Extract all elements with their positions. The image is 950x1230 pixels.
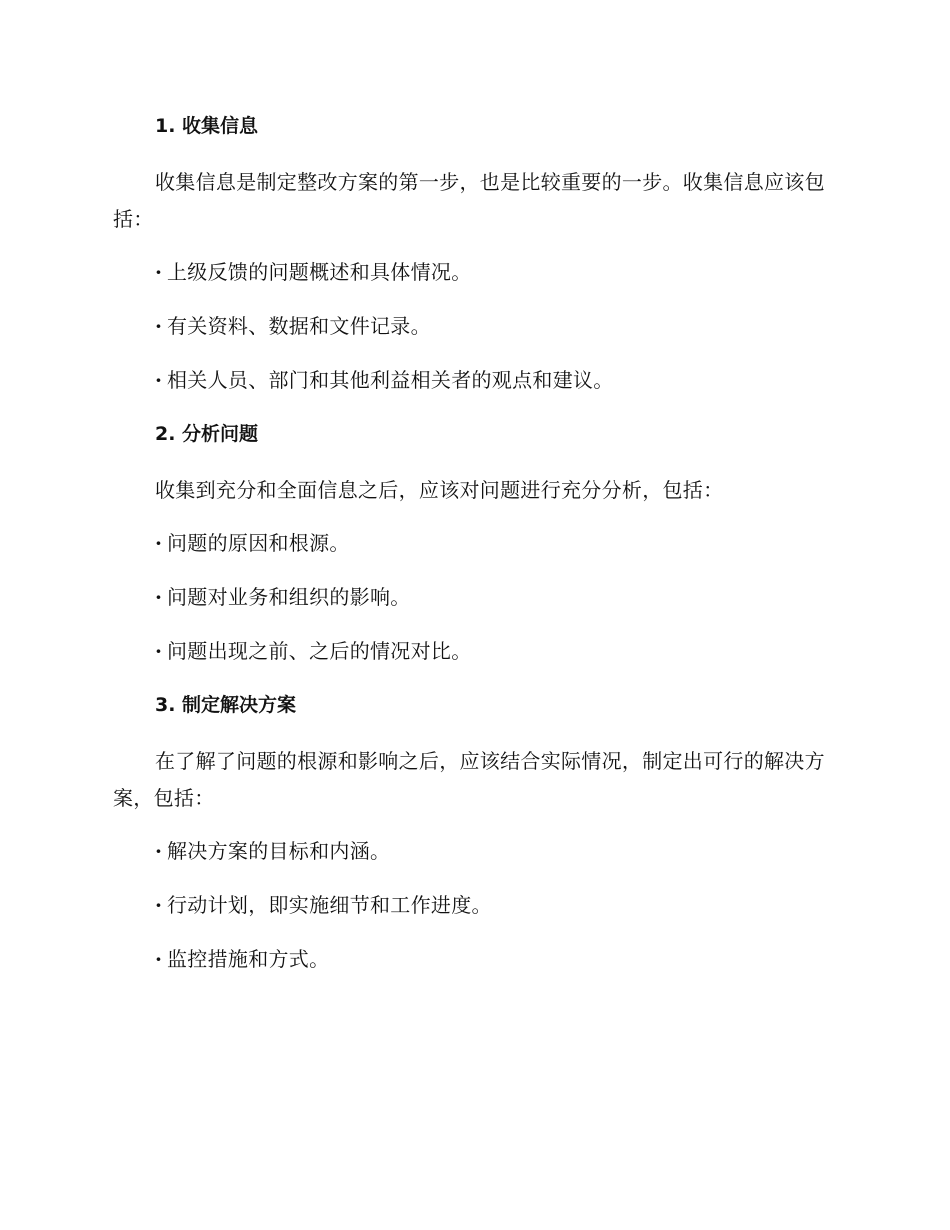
section-paragraph-2: 收集到充分和全面信息之后，应该对问题进行充分分析，包括： — [155, 478, 724, 502]
bullet-dot-icon: · — [155, 639, 163, 663]
bullet-text: 上级反馈的问题概述和具体情况。 — [167, 260, 472, 284]
bullet-dot-icon: · — [155, 947, 163, 971]
bullet-text: 解决方案的目标和内涵。 — [167, 839, 391, 863]
bullet-text: 行动计划，即实施细节和工作进度。 — [167, 893, 492, 917]
bullet-item — [113, 583, 833, 611]
bullet-dot-icon: · — [155, 585, 163, 609]
section-heading-1: 1. 收集信息 — [155, 115, 259, 137]
bullet-item — [113, 891, 833, 919]
bullet-text: 问题的原因和根源。 — [167, 531, 350, 555]
bullet-item — [113, 312, 833, 340]
bullet-text: 问题对业务和组织的影响。 — [167, 585, 411, 609]
bullet-text: 监控措施和方式。 — [167, 947, 330, 971]
bullet-item — [113, 637, 833, 665]
bullet-item — [113, 366, 833, 394]
bullet-item — [113, 258, 833, 286]
document-body — [113, 112, 833, 999]
bullet-dot-icon: · — [155, 893, 163, 917]
bullet-text: 相关人员、部门和其他利益相关者的观点和建议。 — [167, 368, 614, 392]
section-heading-3: 3. 制定解决方案 — [155, 694, 297, 716]
bullet-dot-icon: · — [155, 839, 163, 863]
bullet-item — [113, 945, 833, 973]
section-heading-2: 2. 分析问题 — [155, 423, 259, 445]
bullet-dot-icon: · — [155, 314, 163, 338]
bullet-dot-icon: · — [155, 368, 163, 392]
bullet-text: 问题出现之前、之后的情况对比。 — [167, 639, 472, 663]
section-paragraph-1: 收集信息是制定整改方案的第一步，也是比较重要的一步。收集信息应该包括： — [113, 170, 825, 231]
bullet-dot-icon: · — [155, 260, 163, 284]
bullet-item — [113, 837, 833, 865]
bullet-text: 有关资料、数据和文件记录。 — [167, 314, 431, 338]
bullet-item — [113, 529, 833, 557]
section-paragraph-3: 在了解了问题的根源和影响之后，应该结合实际情况，制定出可行的解决方案，包括： — [113, 749, 825, 810]
bullet-dot-icon: · — [155, 531, 163, 555]
